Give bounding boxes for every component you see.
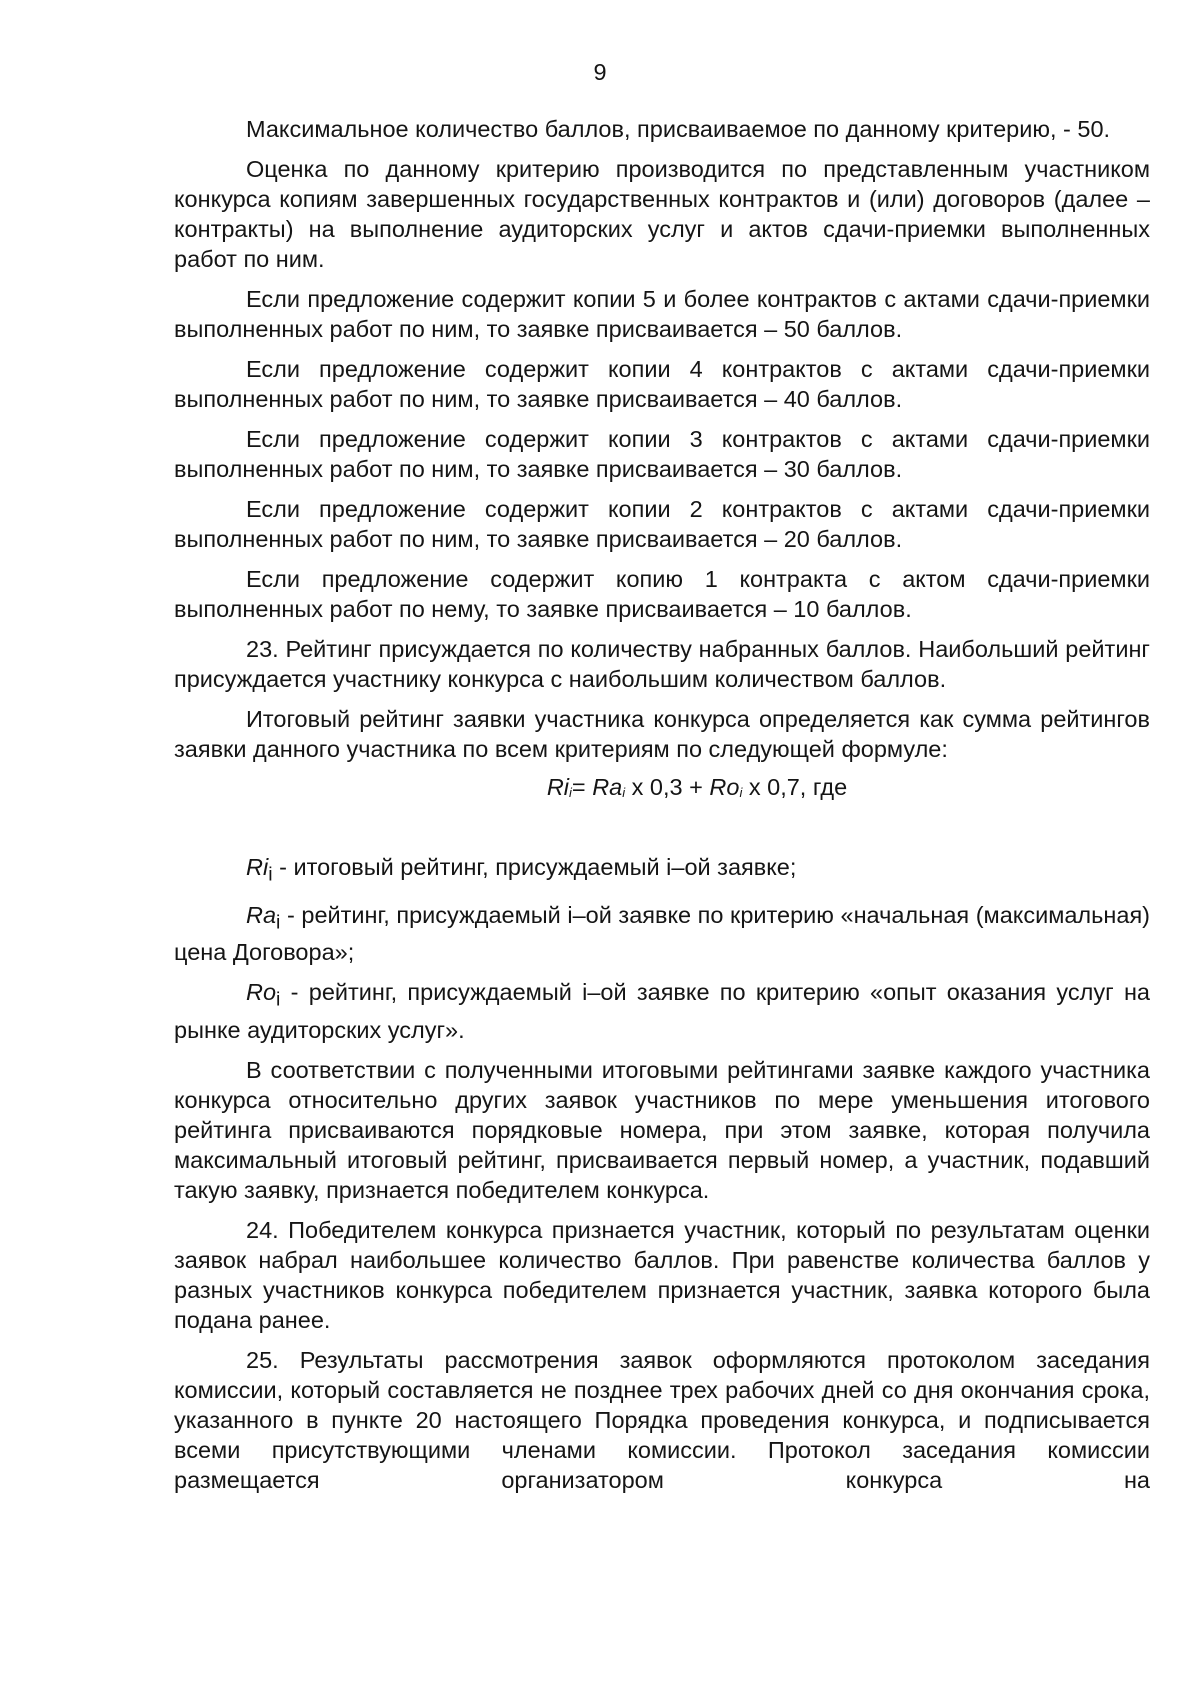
formula-subscript: i xyxy=(739,785,743,800)
spacer xyxy=(174,802,1150,852)
formula-symbol: Ro xyxy=(709,774,740,800)
paragraph: В соответствии с полученными итоговыми рейтингами заявке каждого участника конкурса относительно других заявок участников по мере уменьшения итогового рейтинга присваиваются порядковые номера, при этом заявке, которая получила максимальный итоговый рейтинг, присваивается первый номер, а участник, подавший такую заявку, признается победителем конкурса. xyxy=(174,1057,1150,1204)
page-number: 9 xyxy=(593,59,607,85)
paragraph: Если предложение содержит копии 5 и более контрактов с актами сдачи-приемки выполненных работ по ним, то заявке присваивается – 50 баллов. xyxy=(174,286,1150,342)
paragraph-clause-25: 25. Результаты рассмотрения заявок оформляются протоколом заседания комиссии, который составляется не позднее трех рабочих дней со дня окончания срока, указанного в пункте 20 настоящего Порядка проведения конкурса, и подписывается всеми присутствующими членами комиссии. Протокол заседания комиссии размещается организатором конкурса на xyxy=(174,1347,1150,1494)
paragraph: Если предложение содержит копию 1 контракта с актом сдачи-приемки выполненных работ по нему, то заявке присваивается – 10 баллов. xyxy=(174,566,1150,622)
paragraph-clause-24: 24. Победителем конкурса признается участник, который по результатам оценки заявок набрал наибольшее количество баллов. При равенстве количества баллов у разных участников конкурса победителем признается участник, заявка которого была подана ранее. xyxy=(174,1217,1150,1334)
rating-formula xyxy=(174,772,1150,802)
definition-subscript: i xyxy=(276,911,281,934)
paragraph: Если предложение содержит копии 2 контрактов с актами сдачи-приемки выполненных работ по ним, то заявке присваивается – 20 баллов. xyxy=(174,496,1150,552)
formula-text: х 0,3 + xyxy=(625,774,710,800)
formula-subscript: i xyxy=(569,785,572,800)
definition-ra xyxy=(174,900,1150,968)
definition-text: - рейтинг, присуждаемый i–ой заявке по критерию «начальная (максимальная) цена Договора»; xyxy=(174,901,1150,966)
formula-text: х 0,7, где xyxy=(742,774,848,800)
definition-text: - итоговый рейтинг, присуждаемый i–ой заявке; xyxy=(272,854,797,880)
definition-symbol: Ro xyxy=(246,979,277,1006)
definition-symbol: Ra xyxy=(246,901,277,928)
paragraph-clause-23: 23. Рейтинг присуждается по количеству набранных баллов. Наибольший рейтинг присуждается участнику конкурса с наибольшим количеством баллов. xyxy=(174,636,1150,692)
definition-ri xyxy=(174,852,1150,890)
paragraph: Оценка по данному критерию производится по представленным участником конкурса копиям завершенных государственных контрактов и (или) договоров (далее – контракты) на выполнение аудиторских услуг и актов сдачи-приемки выполненных работ по ним. xyxy=(174,156,1150,272)
definition-text: - рейтинг, присуждаемый i–ой заявке по критерию «опыт оказания услуг на рынке аудиторских услуг». xyxy=(174,979,1150,1044)
formula-text: = xyxy=(571,774,593,800)
paragraph: Итоговый рейтинг заявки участника конкурса определяется как сумма рейтингов заявки данного участника по всем критериям по следующей формуле: xyxy=(174,706,1150,762)
paragraph: Максимальное количество баллов, присваиваемое по данному критерию, - 50. xyxy=(246,116,1111,142)
definition-symbol: Ri xyxy=(246,854,269,880)
document-body xyxy=(174,114,1150,1495)
definition-subscript: i xyxy=(276,989,281,1012)
formula-symbol: Ri xyxy=(546,774,570,800)
formula-subscript: i xyxy=(622,785,626,800)
paragraph: Если предложение содержит копии 4 контрактов с актами сдачи-приемки выполненных работ по ним, то заявке присваивается – 40 баллов. xyxy=(174,356,1150,412)
formula-symbol: Ra xyxy=(592,774,623,800)
definition-ro xyxy=(174,977,1150,1045)
paragraph: Если предложение содержит копии 3 контрактов с актами сдачи-приемки выполненных работ по ним, то заявке присваивается – 30 баллов. xyxy=(174,426,1150,482)
definition-subscript: i xyxy=(268,863,273,886)
